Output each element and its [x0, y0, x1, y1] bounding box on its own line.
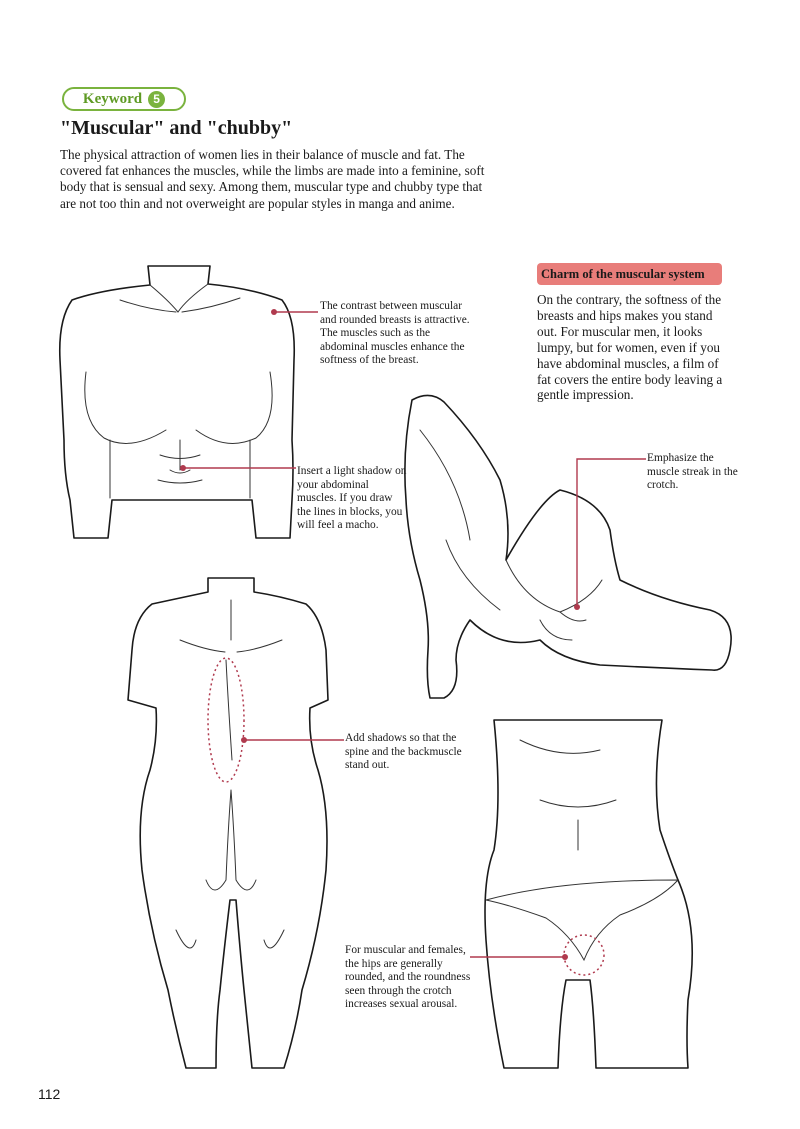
sidebar-text: On the contrary, the softness of the breasts and hips makes you stand out. For muscular men, it looks lumpy, but for women, even if you have abdominal muscles, a film of fat covers the entire body leaving a gentle impression. — [537, 292, 723, 403]
page-number: 112 — [38, 1086, 61, 1102]
intro-paragraph: The physical attraction of women lies in their balance of muscle and fat. The covered fat enhances the muscles, while the limbs are made into a feminine, soft body that is sensual and sexy. Among them, muscular type and chubby type that are not too thin and not overweight are popular styles in manga and anime. — [60, 147, 485, 211]
sidebar-header: Charm of the muscular system — [537, 263, 722, 285]
front-torso-illustration — [60, 266, 295, 538]
annotation-abdomen: Insert a light shadow on your abdominal muscles. If you draw the lines in blocks, you will feel a macho. — [297, 465, 407, 532]
legs-illustration — [405, 395, 731, 698]
front-hips-illustration — [485, 720, 692, 1068]
keyword-number: 5 — [148, 91, 165, 108]
annotation-crotch: Emphasize the muscle streak in the crotch. — [647, 452, 738, 492]
annotation-hips: For muscular and females, the hips are generally rounded, and the roundness seen through the crotch increases sexual arousal. — [345, 944, 471, 1011]
annotation-spine: Add shadows so that the spine and the backmuscle stand out. — [345, 732, 462, 772]
keyword-badge — [62, 87, 186, 111]
keyword-label: Keyword — [82, 90, 143, 107]
page-title: "Muscular" and "chubby" — [60, 117, 293, 139]
annotation-breasts: The contrast between muscular and rounded breasts is attractive. The muscles such as the abdominal muscles enhance the softness of the breast. — [320, 300, 470, 367]
back-view-illustration — [128, 578, 328, 1068]
